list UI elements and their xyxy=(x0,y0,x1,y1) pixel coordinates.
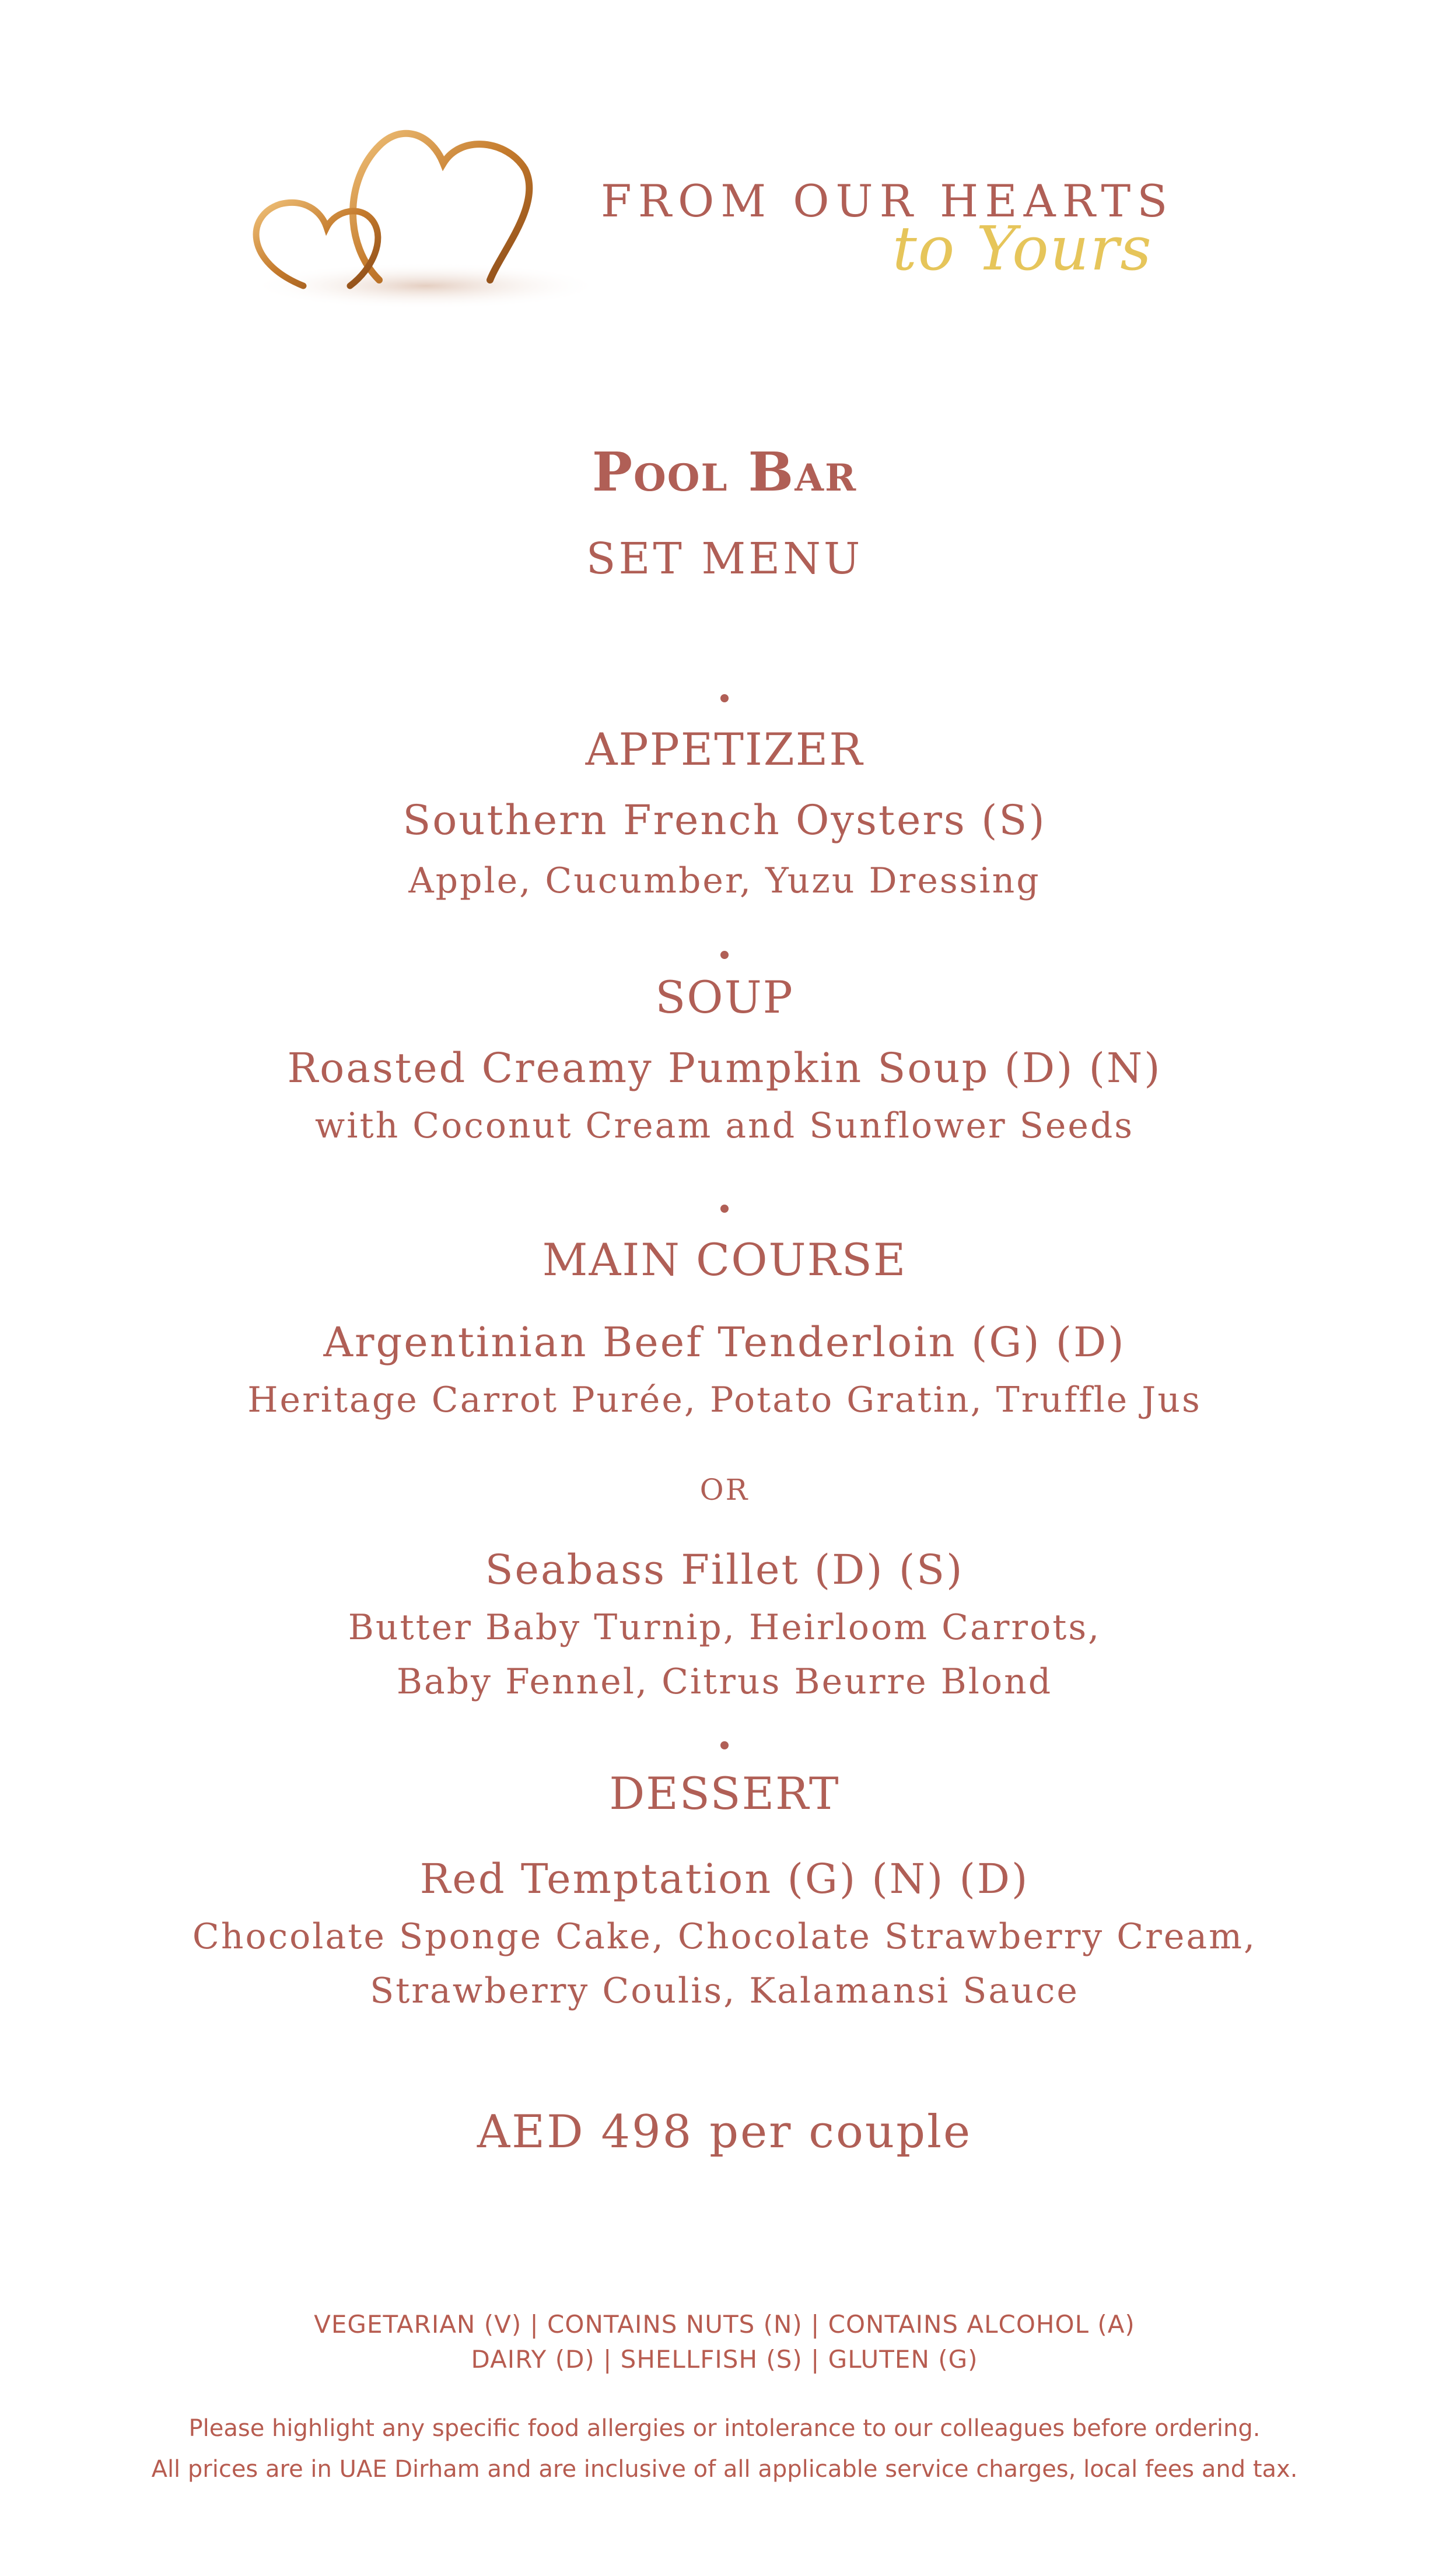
section-divider-dot xyxy=(720,1741,729,1749)
venue-title: Pool Bar xyxy=(592,440,858,503)
dietary-legend: VEGETARIAN (V) | CONTAINS NUTS (N) | CONTAINS ALCOHOL (A) xyxy=(314,2310,1135,2339)
tagline: FROM OUR HEARTS xyxy=(601,175,1174,227)
dietary-legend: DAIRY (D) | SHELLFISH (S) | GLUTEN (G) xyxy=(471,2345,978,2374)
dish-description: Strawberry Coulis, Kalamansi Sauce xyxy=(370,1971,1079,2011)
dish-title: Red Temptation (G) (N) (D) xyxy=(419,1855,1030,1903)
section-heading-appetizer: APPETIZER xyxy=(585,723,864,775)
section-heading-soup: SOUP xyxy=(655,971,794,1023)
allergy-note: Please highlight any specific food allergies or intolerance to our colleagues before ordering. xyxy=(188,2415,1261,2442)
dish-description: Baby Fennel, Citrus Beurre Blond xyxy=(396,1661,1053,1702)
dish-description: Butter Baby Turnip, Heirloom Carrots, xyxy=(348,1607,1101,1648)
hearts-logo-icon xyxy=(233,111,642,321)
section-heading-main-course: MAIN COURSE xyxy=(542,1234,907,1286)
dish-description: Apple, Cucumber, Yuzu Dressing xyxy=(408,860,1041,901)
section-divider-dot xyxy=(720,694,729,702)
dish-title: Seabass Fillet (D) (S) xyxy=(485,1546,964,1594)
price: AED 498 per couple xyxy=(477,2106,972,2158)
or-label: OR xyxy=(699,1473,750,1507)
price-note: All prices are in UAE Dirham and are inclusive of all applicable service charges, local fees and tax. xyxy=(151,2456,1298,2483)
dish-title: Argentinian Beef Tenderloin (G) (D) xyxy=(323,1318,1126,1366)
section-divider-dot xyxy=(720,1205,729,1213)
section-heading-dessert: DESSERT xyxy=(609,1768,840,1819)
dish-description: with Coconut Cream and Sunflower Seeds xyxy=(314,1105,1135,1146)
dish-title: Roasted Creamy Pumpkin Soup (D) (N) xyxy=(287,1044,1162,1092)
venue-subtitle: SET MENU xyxy=(586,534,863,584)
dish-description: Chocolate Sponge Cake, Chocolate Strawberry Cream, xyxy=(192,1916,1257,1957)
dish-description: Heritage Carrot Purée, Potato Gratin, Truffle Jus xyxy=(247,1380,1202,1420)
section-divider-dot xyxy=(720,951,729,959)
tagline-script: to Yours xyxy=(892,213,1153,284)
dish-title: Southern French Oysters (S) xyxy=(402,796,1046,844)
